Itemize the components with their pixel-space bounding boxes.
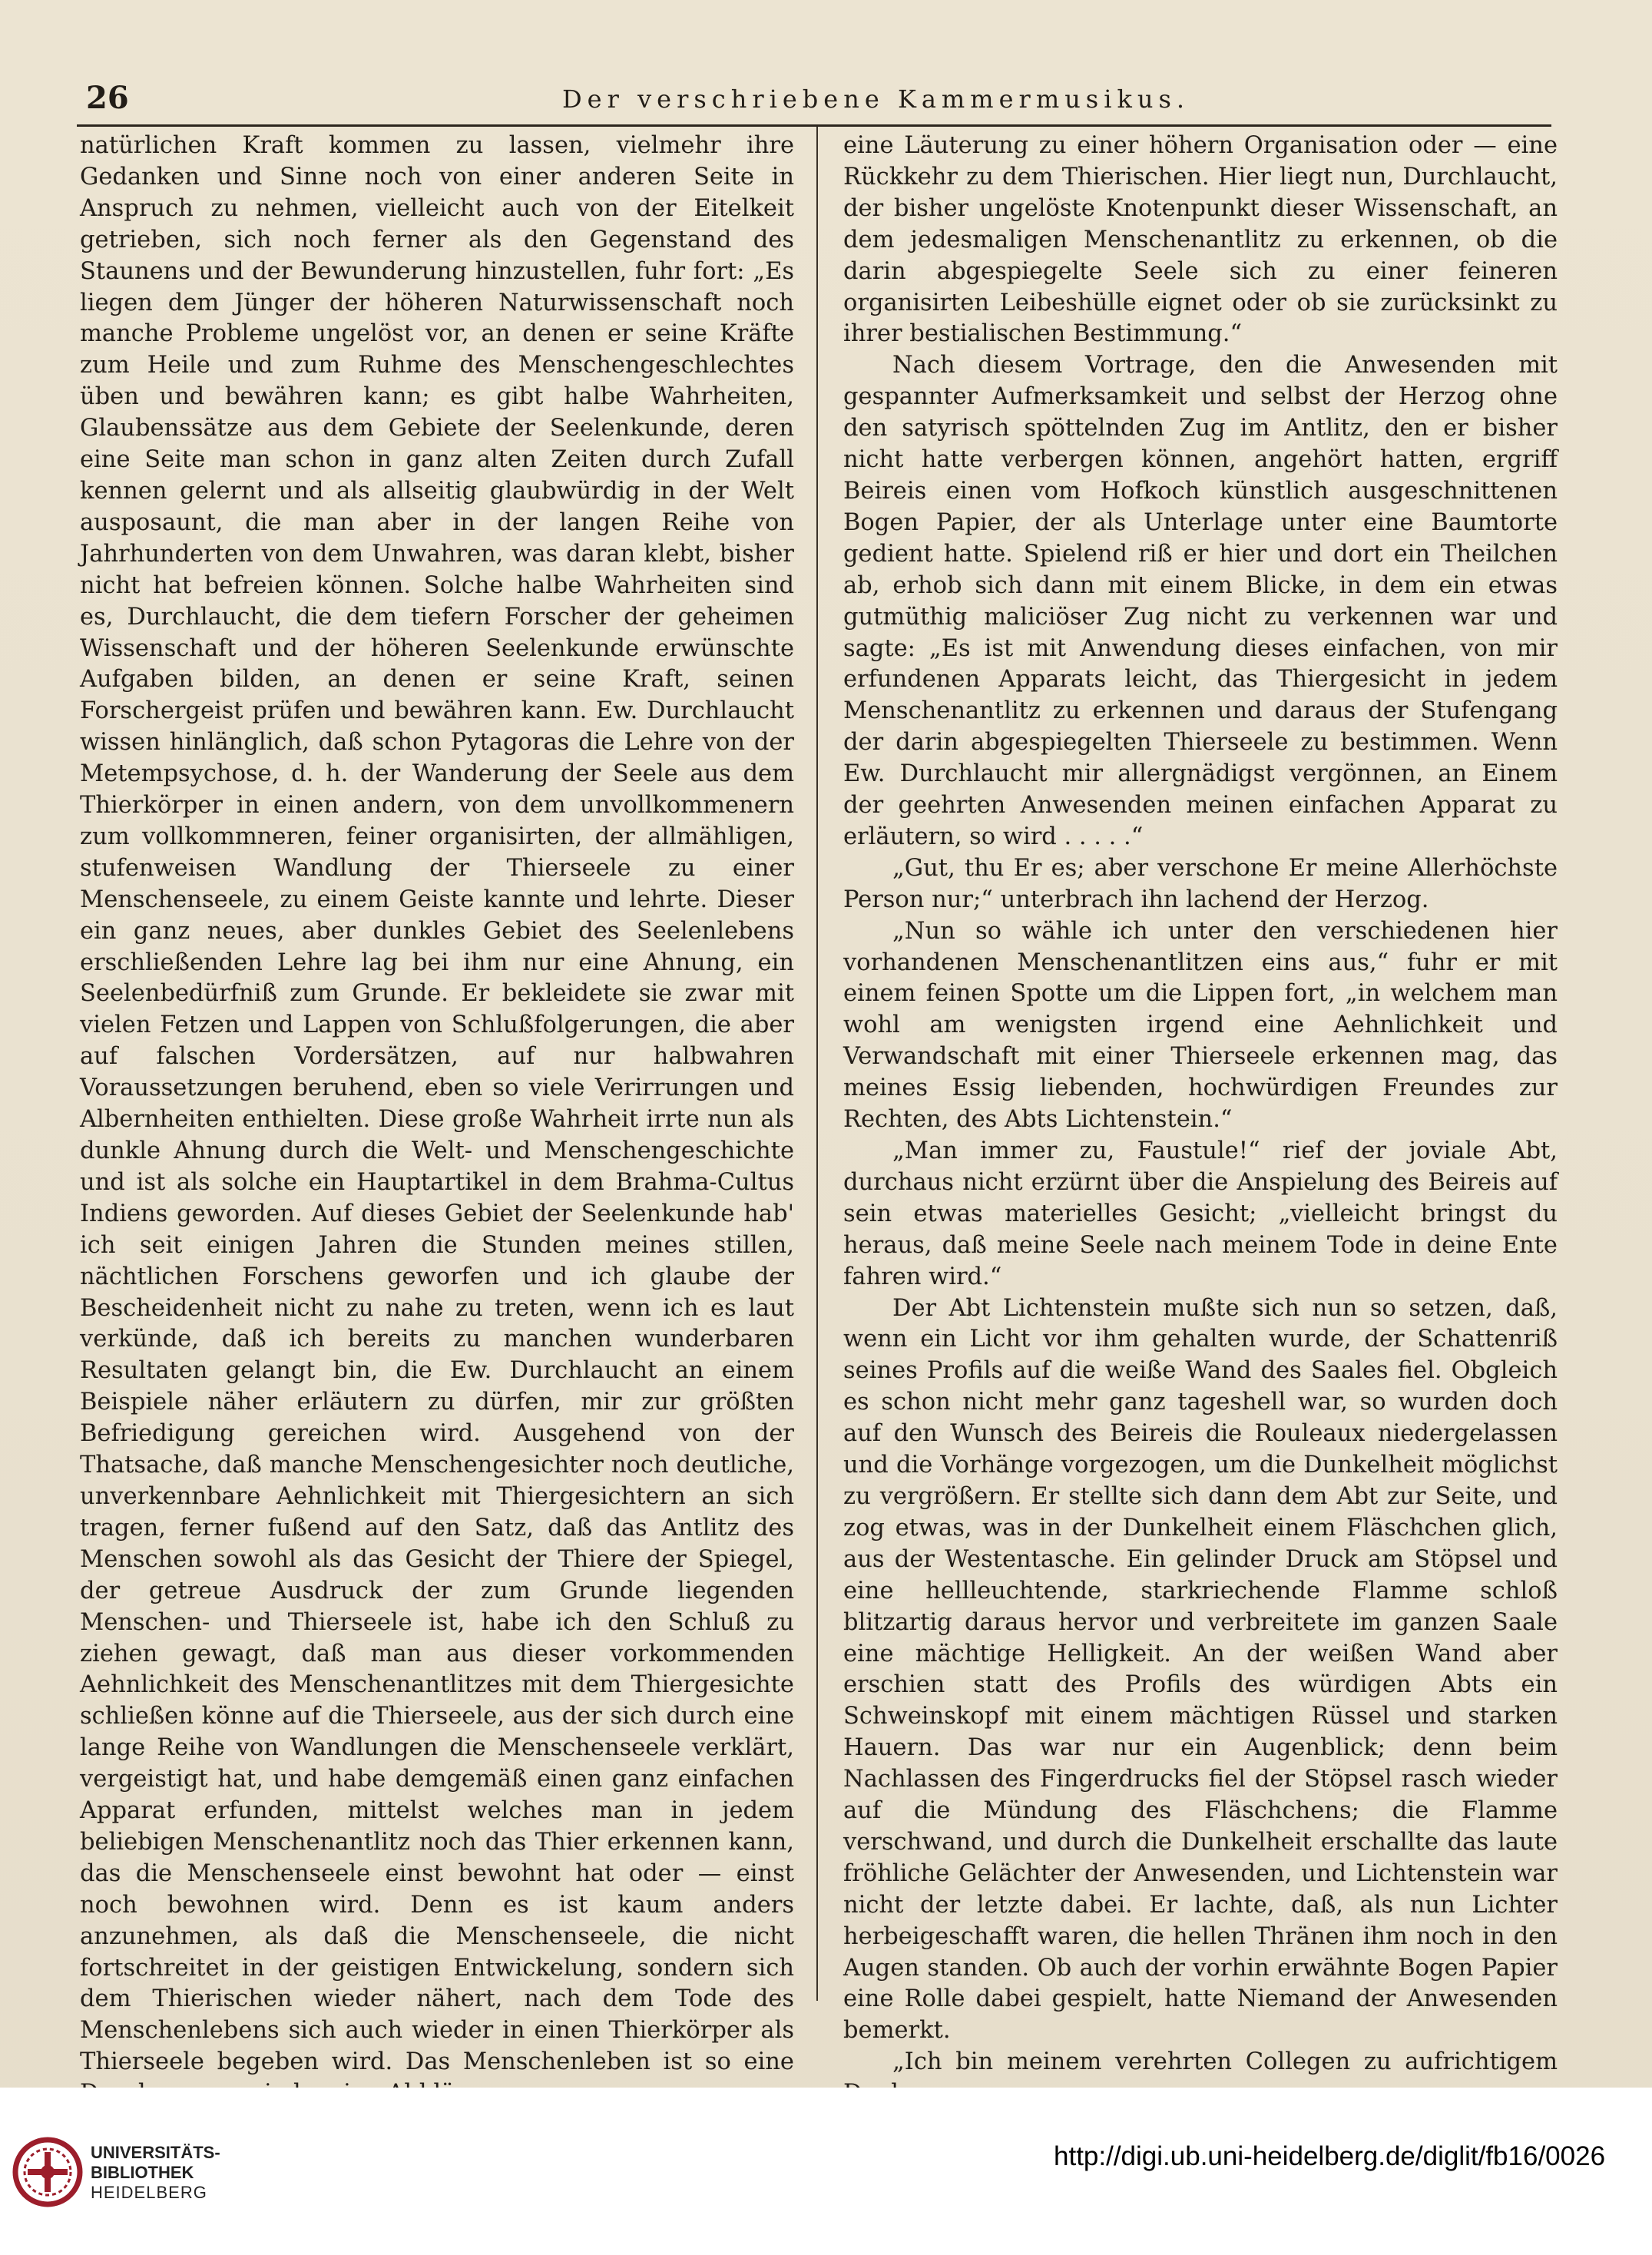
left-paragraph-1: natürlichen Kraft kommen zu lassen, vielmehr ihre Gedanken und Sinne noch von einer anderen Seite in Anspruch zu nehmen, vielleicht auch von der Eitelkeit getrieben, sich noch ferner als den Gegenstand des Staunens und der Bewunderung hinzustellen, fuhr fort: „Es liegen dem Jünger der höheren Naturwissenschaft noch manche Probleme ungelöst vor, an denen er seine Kräfte zum Heile und zum Ruhme des Menschengeschlechtes üben und bewähren kann; es gibt halbe Wahrheiten, Glaubenssätze aus dem Gebiete der Seelenkunde, deren eine Seite man schon in ganz alten Zeiten durch Zufall kennen gelernt und als allseitig glaubwürdig in der Welt ausposaunt, die man aber in der langen Reihe von Jahrhunderten von dem Unwahren, was daran klebt, bisher nicht hat befreien können. Solche halbe Wahrheiten sind es, Durchlaucht, die dem tiefern Forscher der geheimen Wissenschaft und der höheren Seelenkunde erwünschte Aufgaben bilden, an denen er seine Kraft, seinen Forschergeist prüfen und bewähren kann. Ew. Durchlaucht wissen hinlänglich, daß schon Pytagoras die Lehre von der Metempsychose, d. h. der Wanderung der Seele aus dem Thierkörper in einen andern, von dem unvollkommenern zum vollkommneren, feiner organisirten, der allmähligen, stufenweisen Wandlung der Thierseele zu einer Menschenseele, zu einem Geiste kannte und lehrte. Dieser ein ganz neues, aber dunkles Gebiet des Seelenlebens erschließenden Lehre lag bei ihm nur eine Ahnung, ein Seelenbedürfniß zum Grunde. Er bekleidete sie zwar mit vielen Fetzen und Lappen von Schlußfolgerungen, die aber auf falschen Vordersätzen, auf nur halbwahren Voraussetzungen beruhend, eben so viele Verirrungen und Albernheiten enthielten. Diese große Wahrheit irrte nun als dunkle Ahnung durch die Welt- und Menschengeschichte und ist als solche ein Hauptartikel in dem Brahma-Cultus Indiens geworden. Auf dieses Gebiet der Seelenkunde hab' ich seit einigen Jahren die Stunden meines stillen, nächtlichen Forschens geworfen und ich glaube der Bescheidenheit nicht zu nahe zu treten, wenn ich es laut verkünde, daß ich bereits zu manchen wunderbaren Resultaten gelangt bin, die Ew. Durchlaucht an einem Beispiele näher erläutern zu dürfen, mir zur größten Befriedigung gereichen wird. Ausgehend von der Thatsache, daß manche Menschengesichter noch deutliche, unverkennbare Aehnlichkeit mit Thiergesichtern an sich tragen, ferner fußend auf den Satz, daß das Antlitz des Menschen sowohl als das Gesicht der Thiere der Spiegel, der getreue Ausdruck der zum Grunde liegenden Menschen- und Thierseele ist, habe ich den Schluß zu ziehen gewagt, daß man aus dieser vorkommenden Aehnlichkeit des Menschenantlitzes mit dem Thiergesichte schließen könne auf die Thierseele, aus der sich durch eine lange Reihe von Wandlungen die Menschenseele verklärt, vergeistigt hat, und habe demgemäß einen ganz einfachen Apparat erfunden, mittelst welches man in jedem beliebigen Menschenantlitz noch das Thier erkennen kann, das die Menschenseele einst bewohnt hat oder — einst noch bewohnen wird. Denn es ist kaum anders anzunehmen, als daß die Menschenseele, die nicht fortschreitet in der geistigen Entwickelung, sondern sich dem Thierischen wieder nähert, nach dem Tode des Menschenlebens sich auch wieder in einen Thierkörper als Thierseele begeben wird. Das Menschenleben ist so eine [80,132,794,2076]
source-url-link[interactable]: http://digi.ub.uni-heidelberg.de/diglit/fb16/0026 [1054,2141,1606,2171]
running-title: Der verschriebene Kammermusikus. [562,84,1190,114]
page-header [86,77,1561,123]
right-paragraph-6: Der Abt Lichtenstein mußte sich nun so setzen, daß, wenn ein Licht vor ihm gehalten wurde, der Schattenriß seines Profils auf die weiße Wand des Saales fiel. Obgleich es schon nicht mehr ganz tageshell war, so wurden doch auf den Wunsch des Beireis die Rouleaux niedergelassen und die Vorhänge vorgezogen, um die Dunkelheit möglichst zu vergrößern. Er stellte sich dann dem Abt zur Seite, und zog etwas, was in der Dunkelheit einem Fläschchen glich, aus der Westentasche. Ein gelinder Druck am Stöpsel und eine hellleuchtende, starkriechende Flamme schloß blitzartig daraus hervor und verbreitete im ganzen Saale eine mächtige Helligkeit. An der weißen Wand aber erschien statt des Profils des würdigen Abts ein Schweinskopf mit einem mächtigen Rüssel und starken Hauern. Das war nur ein Augenblick; denn beim Nachlassen des Fingerdrucks fiel der Stöpsel rasch wieder auf die Mündung des Fläschchens; die Flamme verschwand, und durch die Dunkelheit erschallte das laute fröhliche Gelächter der Anwesenden, und Lichtenstein war nicht der letzte dabei. Er lachte, daß, als nun Lichter herbeigeschafft waren, die hellen Thränen ihm noch in den Augen standen. Ob auch der vorhin erwähnte Bogen Papier eine Rolle dabei gespielt, hatte Niemand der Anwesenden bemerkt. [843,1294,1558,2045]
university-seal-icon [11,2135,84,2209]
right-paragraph-7: „Ich bin meinem verehrten Collegen zu aufrichtigem [892,2048,1558,2076]
right-paragraph-1: eine Läuterung zu einer höhern Organisation oder — eine Rückkehr zu dem Thierischen. Hier liegt nun, Durchlaucht, der bisher ungelöste Knotenpunkt dieser Wissenschaft, an dem jedesmaligen Menschenantlitz zu erkennen, ob die darin abgespiegelte Seele sich zu einer feineren organisirten Leibeshülle eignet oder ob sie zurücksinkt zu ihrer bestialischen Bestimmung.“ [843,132,1558,348]
library-name [91,2143,220,2203]
right-paragraph-3: „Gut, thu Er es; aber verschone Er meine Allerhöchste Person nur;“ unterbrach ihn lachend der Herzog. [843,854,1558,913]
library-name-line3: HEIDELBERG [91,2183,207,2202]
right-column [843,127,1558,2076]
left-column [80,127,794,2076]
page-number: 26 [86,80,129,116]
right-paragraph-4: „Nun so wähle ich unter den verschiedenen hier vorhandenen Menschenantlitzen eins aus,“ fuhr er mit einem feinen Spotte um die Lippen fort, „in welchem man wohl am wenigsten irgend eine Aehnlichkeit und Verwandschaft mit einer Thierseele erkennen mag, das meines Essig liebenden, hochwürdigen Freundes zur Rechten, des Abts Lichtenstein.“ [843,917,1558,1134]
right-paragraph-5: „Man immer zu, Faustule!“ rief der joviale Abt, durchaus nicht erzürnt über die Anspielung des Beireis auf sein etwas materielles Gesicht; „vielleicht bringst du heraus, daß meine Seele nach meinem Tode in deine Ente fahren wird.“ [843,1137,1558,1290]
right-paragraph-2: Nach diesem Vortrage, den die Anwesenden mit gespannter Aufmerksamkeit und selbst der Herzog ohne den satyrisch spöttelnden Zug im Antlitz, den er bisher nicht hatte verbergen können, angehört hatten, ergriff Beireis einen vom Hofkoch künstlich ausgeschnittenen Bogen Papier, der als Unterlage unter eine Baumtorte gedient hatte. Spielend riß er hier und dort ein Theilchen ab, erhob sich dann mit einem Blicke, in dem ein etwas gutmüthig maliciöser Zug nicht zu verkennen war und sagte: „Es ist mit Anwendung dieses einfachen, von mir erfundenen Apparats leicht, das Thiergesicht in jedem Menschenantlitz zu erkennen und daraus der Stufengang der darin abgespiegelten Thierseele zu bestimmen. Wenn Ew. Durchlaucht mir allergnädigst vergönnen, an Einem der geehrten Anwesenden meinen einfachen Apparat zu erläutern, so wird . . . . .“ [843,352,1558,850]
column-divider [816,127,818,2001]
library-name-line2: BIBLIOTHEK [91,2163,194,2182]
library-name-line1: UNIVERSITÄTS- [91,2143,220,2162]
